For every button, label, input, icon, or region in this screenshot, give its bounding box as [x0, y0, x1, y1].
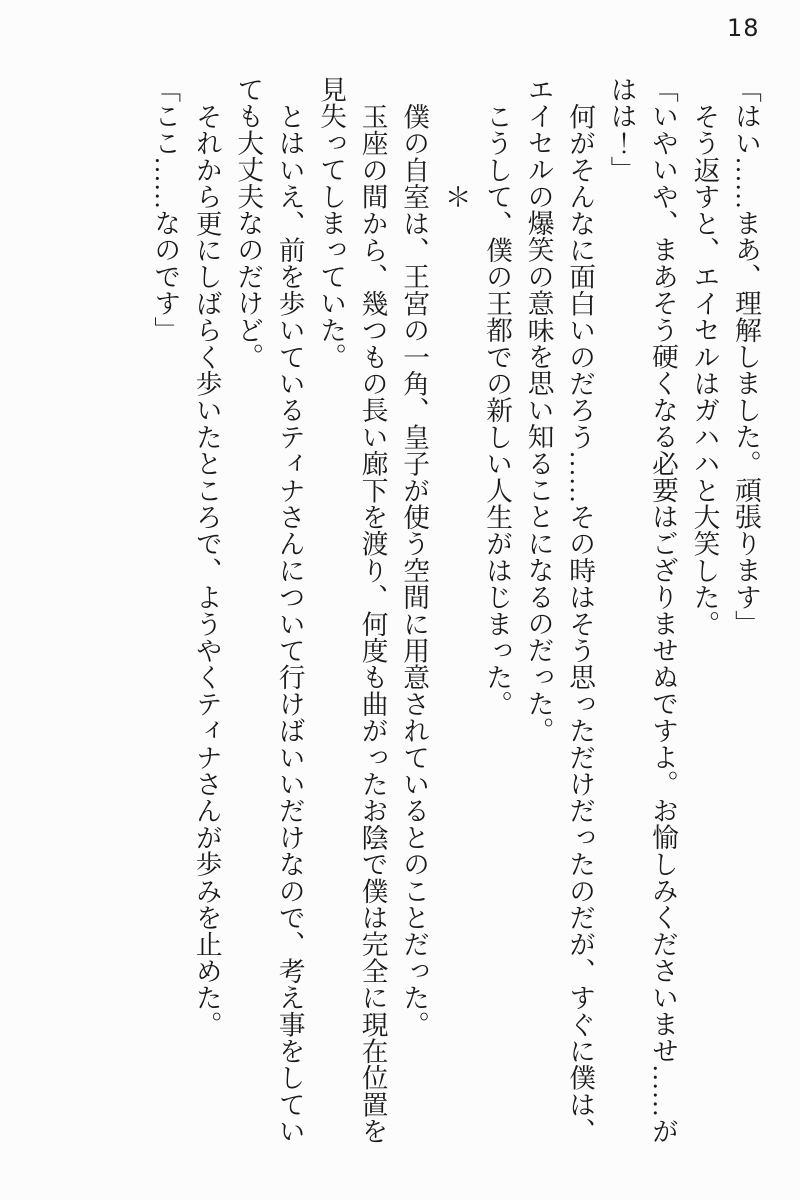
section-separator: ＊	[440, 182, 471, 210]
dialogue-paragraph: 「ここ……なのです」	[150, 76, 181, 343]
narration-paragraph: そう返すと、エイセルはガハハと大笑した。	[689, 102, 720, 637]
narration-paragraph: 何がそんなに面白いのだろう……その時はそう思っただけだったのだが、すぐに僕は、エイセルの爆笑の意味を思い知ることになるのだった。	[523, 76, 596, 1144]
narration-paragraph: 玉座の間から、幾つもの長い廊下を渡り、何度も曲がったお陰で僕は完全に現在位置を見失ってしまっていた。	[316, 76, 388, 1144]
narration-paragraph: 僕の自室は、王宮の一角、皇子が使う空間に用意されているとのことだった。	[399, 102, 430, 1038]
narration-paragraph: とはいえ、前を歩いているティナさんについて行けばいいだけなので、考え事をしていても大丈夫なのだけど。	[233, 76, 305, 1144]
narration-paragraph: それから更にしばらく歩いたところで、ようやくティナさんが歩みを止めた。	[191, 102, 222, 1038]
dialogue-paragraph: 「はい……まあ、理解しました。頑張ります」	[731, 76, 761, 637]
page-number: 18	[727, 14, 760, 42]
narration-paragraph: こうして、僕の王都での新しい人生がはじまった。	[482, 102, 513, 717]
dialogue-paragraph: 「いやいや、まあそう硬くなる必要はござりませぬですよ。お愉しみくださいませ……がはは！」	[606, 76, 679, 1144]
vertical-text-block	[144, 76, 766, 1146]
